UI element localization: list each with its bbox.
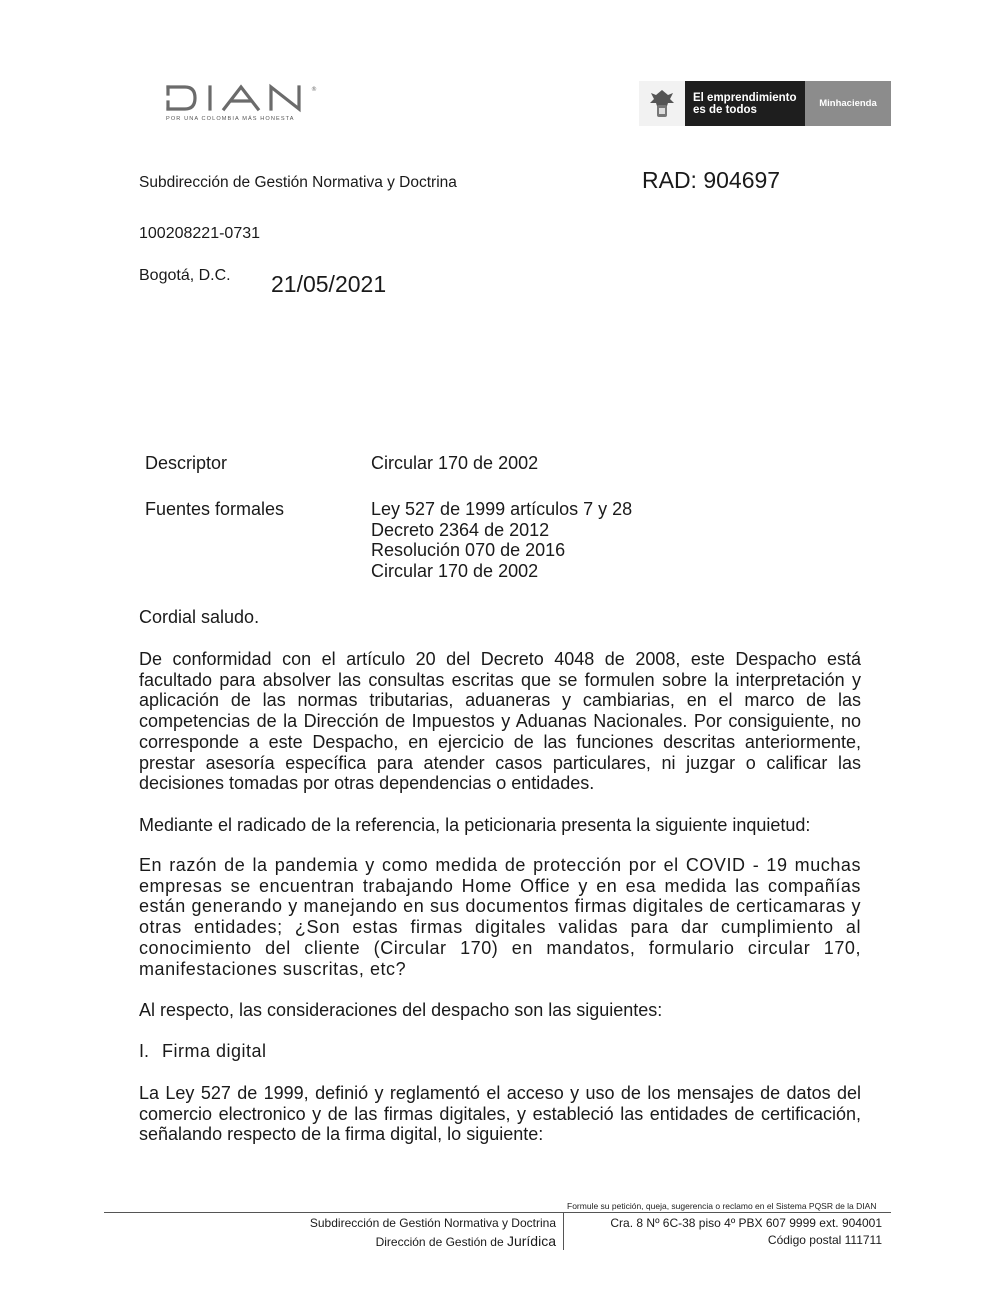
rad-number: RAD: 904697 — [642, 167, 781, 193]
fuentes-line: Decreto 2364 de 2012 — [371, 519, 550, 540]
paragraph-competence: De conformidad con el artículo 20 del Decreto 4048 de 2008, este Despacho está facultado para absolver las consultas escritas que se formulen sobre la interpretación y aplicación de las normas tributarias, aduaneras y cambiarias, en el marco de las competencias de la Dirección de Impuestos y Aduanas Nacionales. Por consiguiente, no corresponde a este Despacho, en ejercicio de las funciones descritas anteriormente, prestar asesoría específica para atender casos particulares, ni juzgar o calificar las decisiones tomadas por otras dependencias o entidades. — [139, 649, 861, 794]
minhacienda-label: Minhacienda — [819, 98, 877, 109]
footer-address: Cra. 8 Nº 6C-38 piso 4º PBX 607 9999 ext. 904001 — [610, 1216, 882, 1230]
fuentes-label: Fuentes formales — [145, 499, 285, 519]
dian-tagline: POR UNA COLOMBIA MÁS HONESTA — [166, 116, 295, 122]
city: Bogotá, D.C. — [139, 267, 231, 284]
footer-direction — [376, 1234, 556, 1249]
dian-logo — [165, 82, 325, 128]
quoted-inquiry: En razón de la pandemia y como medida de protección por el COVID - 19 muchas empresas se encuentran trabajando Home Office y en esa medida las compañías están generando y manejando en sus documentos firmas digitales de certicamaras y otras entidades; ¿Son estas firmas digitales validas para dar cumplimiento al conocimiento del cliente (Circular 170) en mandatos, formulario circular 170, manifestaciones suscritas, etc? — [139, 855, 861, 979]
footer-postal-code: Código postal 111711 — [767, 1233, 882, 1247]
fuentes-line: Circular 170 de 2002 — [371, 561, 539, 581]
fuentes-line: Resolución 070 de 2016 — [371, 540, 566, 560]
reference-number: 100208221-0731 — [139, 225, 261, 242]
section-title: Firma digital — [162, 1041, 267, 1061]
section-number: I. — [139, 1041, 150, 1061]
footer-divider — [104, 1212, 891, 1213]
paragraph-request: Mediante el radicado de la referencia, la peticionaria presenta la siguiente inquietud: — [139, 815, 811, 835]
fuentes-line: Ley 527 de 1999 artículos 7 y 28 — [371, 499, 633, 519]
footer-pqsr-note: Formule su petición, queja, sugerencia o reclamo en el Sistema PQSR de la DIAN — [567, 1201, 877, 1211]
office-name: Subdirección de Gestión Normativa y Doctrina — [139, 174, 457, 191]
date: 21/05/2021 — [271, 271, 387, 297]
footer-office: Subdirección de Gestión Normativa y Doctrina — [309, 1216, 556, 1230]
paragraph-considerations: Al respecto, las consideraciones del despacho son las siguientes: — [139, 1000, 663, 1020]
colombia-crest-icon — [639, 81, 685, 126]
footer-direction-emph: Jurídica — [506, 1233, 556, 1249]
paragraph-ley-527: La Ley 527 de 1999, definió y reglamentó el acceso y uso de los mensajes de datos del comercio electronico y de las firmas digitales, y estableció las entidades de certificación, señalando respecto de la firma digital, lo siguiente: — [139, 1083, 861, 1145]
dian-wordmark-icon — [165, 82, 325, 114]
svg-text:®: ® — [311, 86, 317, 93]
footer-direction-prefix: Dirección de Gestión de — [375, 1235, 507, 1249]
minhacienda-logo — [639, 81, 891, 126]
greeting: Cordial saludo. — [139, 607, 260, 627]
slogan-line-1: El emprendimiento — [693, 91, 797, 104]
footer-vertical-divider — [563, 1213, 564, 1250]
descriptor-label: Descriptor — [145, 453, 228, 473]
slogan-block — [685, 81, 805, 126]
descriptor-value: Circular 170 de 2002 — [371, 453, 539, 473]
minhacienda-name — [805, 81, 891, 126]
slogan-line-2: es de todos — [693, 103, 757, 116]
